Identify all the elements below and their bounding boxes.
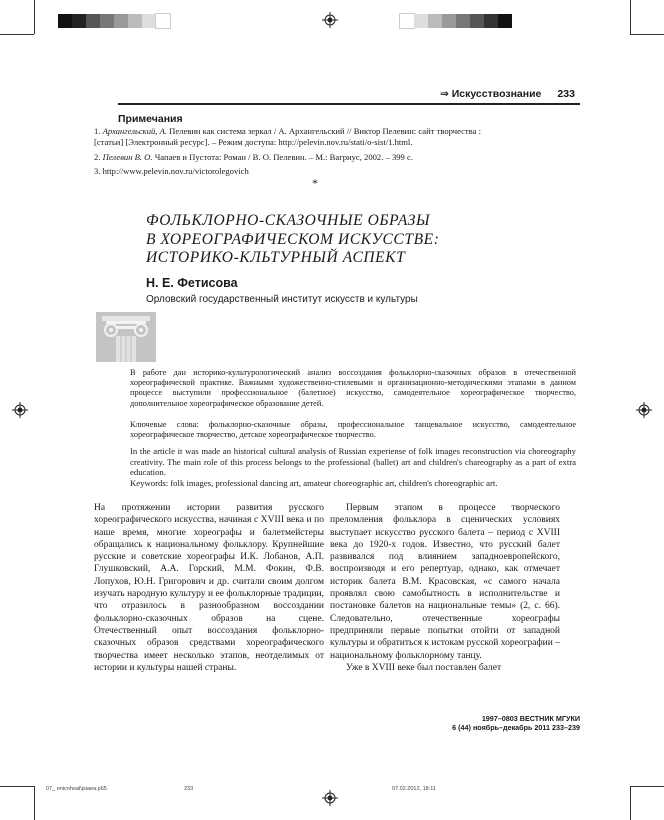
abstract-ru: В работе дан историко-культурологический анализ воссоздания фольклорно-сказочных образов в отечественной хореографической практике. Важными художественно-стилевыми и организационно-методическими этапами в данном процессе выступили профессиональное (балетное) искусство, самодеятельное хореографическое творчество, дополнительное хореографическое образование детей. [130, 368, 576, 408]
note-3: 3. http://www.pelevin.nov.ru/victorolegovich [94, 166, 249, 176]
body-column-right [330, 502, 560, 674]
paragraph: Первым этапом в процессе творческого преломления фольклора в сценических условиях выступает искусство русского балета – период с XVIII века до 1920-х годов. Известно, что русский балет развивался под влиянием западноевропейского, воспроизводя и его репертуар, однако, как отмечает историк балета В.М. Красовская, «с самого начала проявлял свою самобытность в исполнительстве и постановке балетов на национальные темы» (2, с. 66). Следовательно, отечественные хореографы предприняли первые попытки отойти от западной культуры и обратиться к истокам русской хореографии – национальному фольклорному танцу. [330, 503, 560, 661]
abstract-en: In the article it was made an historical cultural analysis of Russian experiense of folk images reconstruction via choreography creativity. The main role of this process belongs to the professional (ballet) art and children's chareography as a part of extra education. [130, 446, 576, 478]
note-1: 1. Архангельский, А. Пелевин как система зеркал / А. Архангельский // Виктор Пелевин: сайт творчества : [статьи] [Электронный ресурс]. – Режим доступа: http://pelevin.nov.ru/stati/o-sist/1.html. [94, 126, 481, 147]
paragraph: На протяжении истории развития русского хореографического искусства, начиная с XVIII века и по наше время, многие хореографы и балетмейстеры обращались к национальному фольклору. Крупнейшие русские и советские хореографы И.К. Лобанов, А.П. Глушковский, А.А. Горский, М.М. Фокин, Ф.В. Лопухов, Ю.Н. Григорович и др. считали своим долгом изучать народную культуру и ее фольклорные традиции, что отразилось в разнообразном воссоздании фольклорно-сказочных образов на сцене. Отечественный опыт воссоздания фольклорно-сказочных образов средствами хореографического творчества имеет несколько этапов, неотделимых от истории и культуры нашей страны. [94, 503, 324, 673]
header-rule [118, 103, 580, 105]
notes-title: Примечания [118, 113, 183, 125]
article-author: Н. Е. Фетисова [146, 276, 238, 290]
keywords-en: Keywords: folk images, professional dancing art, amateur choreographic art, children's choreographic art. [130, 478, 498, 488]
paragraph: Уже в XVIII веке был поставлен балет [346, 662, 502, 673]
slug-date: 07.02.2012, 18:11 [392, 786, 436, 792]
section-name: ⇒ Искусствознание [440, 88, 542, 100]
registration-mark-icon [322, 790, 338, 806]
body-column-left [94, 502, 324, 674]
journal-issue: 6 (44) ноябрь–декабрь 2011 233–239 [452, 723, 580, 732]
article-title: ФОЛЬКЛОРНО-СКАЗОЧНЫЕ ОБРАЗЫ В ХОРЕОГРАФИЧЕСКОМ ИСКУССТВЕ: ИСТОРИКО-КЛЬТУРНЫЙ АСПЕКТ [146, 212, 440, 266]
author-affiliation: Орловский государственный институт искусств и культуры [146, 294, 418, 305]
registration-mark-icon [636, 402, 652, 418]
journal-issn: 1997–0803 ВЕСТНИК МГУКИ [481, 714, 580, 723]
keywords-ru: Ключевые слова: фольклорно-сказочные образы, профессиональное танцевальное искусство, самодеятельное хореографическое творчество, детское хореографическое творчество. [130, 420, 576, 440]
page-number: 233 [557, 88, 575, 100]
slug-filename: 07_ enicnhoal\jsiaea.p65 [46, 786, 107, 792]
registration-mark-icon [322, 12, 338, 28]
running-header [440, 88, 575, 100]
registration-mark-icon [12, 402, 28, 418]
section-separator: * [312, 176, 318, 190]
slug-page: 233 [184, 786, 194, 792]
note-2: 2. Пелевин В. О. Чапаев и Пустота: Роман / В. О. Пелевин. – М.: Вагриус, 2002. – 399 с. [94, 152, 413, 162]
note-author: Пелевин В. О. [102, 152, 153, 162]
note-author: Архангельский, А. [102, 126, 167, 136]
column-capital-icon [96, 312, 156, 362]
